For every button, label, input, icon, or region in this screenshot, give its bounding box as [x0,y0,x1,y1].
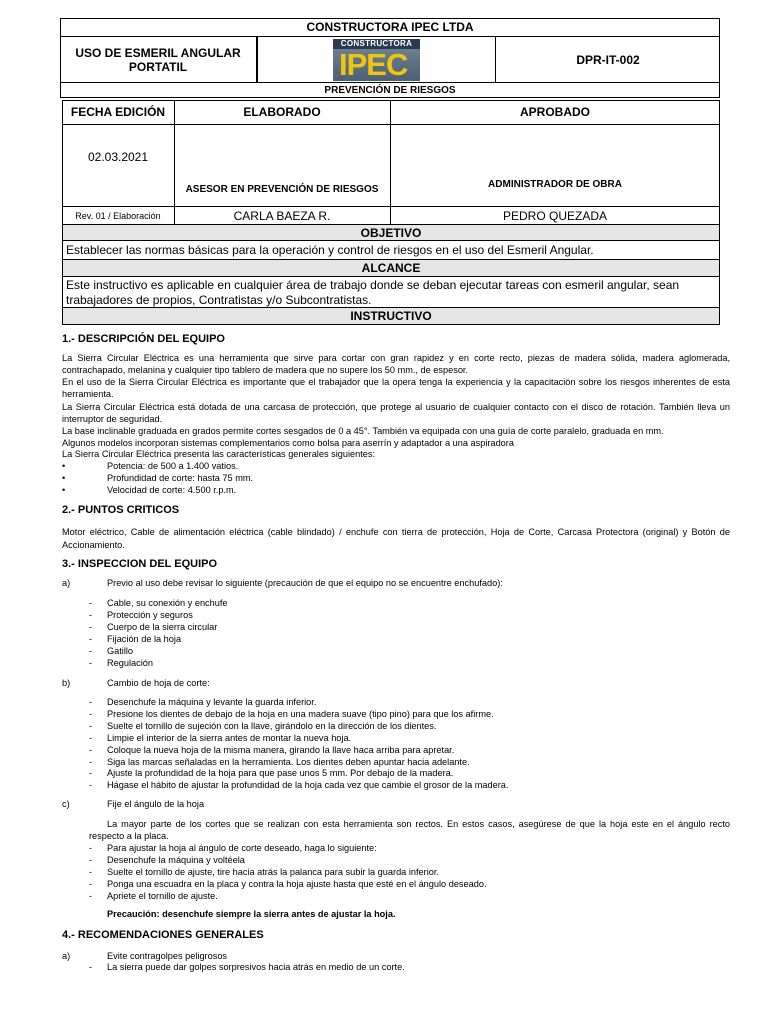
list-item: - Desenchufe la máquina y voltéela [89,854,245,865]
list-item: - La sierra puede dar golpes sorpresivos hacia atrás en medio de un corte. [89,962,405,972]
section-4-title: 4.- RECOMENDACIONES GENERALES [62,929,264,941]
approval-row-line-1 [62,124,720,125]
list-item: - Siga las marcas señaladas en la herramienta. Los dientes deben apuntar hacia adelante. [89,756,470,767]
list-item: - Suelte el tornillo de ajuste, tire hacia atrás la palanca para subir la guarda inferior. [89,866,439,877]
section-3a-label: a) [62,578,71,588]
section-3c-text: Fije el ángulo de la hoja [107,799,205,809]
section-2-text: Motor eléctrico, Cable de alimentación eléctrica (cable blindado) / enchufe con tierra de protección, Hoja de Corte, Carcasa Protectora (original) y Botón de Accionamiento. [62,527,730,550]
scope-title: ALCANCE [62,259,720,277]
section-3b-text: Cambio de hoja de corte: [107,678,210,688]
section-1-p4b: Algunos modelos incorporan sistemas complementarios como bolsa para aserrín y adaptador a una aspiradora [62,438,514,448]
list-item: - Ajuste la profundidad de la hoja para que pase unos 5 mm. Por debajo de la madera. [89,768,454,779]
instructivo-title: INSTRUCTIVO [62,307,720,325]
section-1-p4a: La base inclinable graduada en grados permite cortes sesgados de 0 a 45°. También va equipada con una guía de corte paralelo, graduada en mm. [62,426,664,436]
col-aprobado: APROBADO [519,105,590,119]
approved-role: ADMINISTRADOR DE OBRA [488,178,622,190]
objective-title: OBJETIVO [62,224,720,241]
section-3a-text: Previo al uso debe revisar lo siguiente (precaución de que el equipo no se encuentre enchufado): [107,578,503,588]
list-item: - Cable, su conexión y enchufe [89,598,228,608]
col-elaborado: ELABORADO [243,105,321,119]
section-3c-list [89,843,487,903]
section-3b-label: b) [62,678,71,688]
section-3b-list [89,697,508,792]
list-item: - Ponga una escuadra en la placa y contra la hoja ajuste hasta que esté en el ángulo deseado. [89,878,487,889]
section-1-p2: En el uso de la Sierra Circular Eléctrica es importante que el trabajador que la opera tenga la experiencia y la capacitación sobre los riesgos inherentes de esta herramienta. [62,377,730,399]
section-4a-list [89,962,405,974]
section-1-title: 1.- DESCRIPCIÓN DEL EQUIPO [62,333,225,345]
list-item: - Fijación de la hoja [89,633,182,644]
specs-list [62,461,253,497]
approved-name: PEDRO QUEZADA [502,208,607,223]
list-item: - Limpie el interior de la sierra antes de montar la nueva hoja. [89,732,352,743]
logo-top-text: CONSTRUCTORA [333,39,420,49]
logo-main [333,49,420,81]
doc-code: DPR-IT-002 [576,52,640,67]
list-item: - Desenchufe la máquina y levante la guarda inferior. [89,697,317,707]
section-3-title: 3.- INSPECCION DEL EQUIPO [62,558,218,570]
scope-text: Este instructivo es aplicable en cualquier área de trabajo donde se deban ejecutar tareas con esmeril angular, sean trabajadores de propios, Contratistas y/o Subcontratistas. [62,276,720,308]
list-item: - Hágase el hábito de ajustar la profundidad de la hoja cada vez que cambie el grosor de la madera. [89,780,509,791]
list-item: - Gatillo [89,645,134,656]
department: PREVENCIÓN DE RIESGOS [60,82,720,98]
list-item: - Apriete el tornillo de ajuste. [89,890,218,901]
list-item: • Potencia: de 500 a 1.400 vatios. [62,461,239,471]
logo-main-text: IPEC [339,47,408,81]
section-4a-text: Evite contragolpes peligrosos [107,951,228,961]
elaborated-name: CARLA BAEZA R. [233,208,331,223]
list-item: • Profundidad de corte: hasta 75 mm. [62,472,254,483]
list-item: • Velocidad de corte: 4.500 r.p.m. [62,484,237,495]
warning-note: Precaución: desenchufe siempre la sierra antes de ajustar la hoja. [107,909,396,919]
edition-date: 02.03.2021 [87,150,149,164]
doc-title: USO DE ESMERIL ANGULAR PORTATIL [60,37,257,82]
section-1-p1: La Sierra Circular Eléctrica es una herramienta que sirve para cortar con gran rapidez y en corte recto, piezas de madera sólida, madera aglomerada, contrachapado, melanina y cualquier tipo tablero de madera que no supere los 50 mm., de espesor. [62,353,730,375]
section-1-p5: La Sierra Circular Eléctrica presenta las características generales siguientes: [62,449,376,459]
company-name: CONSTRUCTORA IPEC LTDA [60,18,720,37]
section-2-title: 2.- PUNTOS CRITICOS [62,504,180,516]
section-3a-list [89,598,228,669]
list-item: - Cuerpo de la sierra circular [89,621,218,632]
list-item: - Suelte el tornillo de sujeción con la llave, girándolo en la dirección de los dientes. [89,720,437,731]
section-3c-label: c) [62,799,70,809]
col-fecha-edicion: FECHA EDICIÓN [70,105,166,119]
company-logo [333,39,420,81]
objective-text: Establecer las normas básicas para la operación y control de riesgos en el uso del Esmeril Angular. [62,240,720,260]
list-item: - Para ajustar la hoja al ángulo de corte deseado, haga lo siguiente: [89,843,377,853]
list-item: - Regulación [89,657,153,668]
list-item: - Coloque la nueva hoja de la misma manera, girando la llave haca arriba para apretar. [89,744,455,755]
list-item: - Protección y seguros [89,609,193,620]
section-4a-label: a) [62,951,71,961]
section-3c-p1: La mayor parte de los cortes que se realizan con esta herramienta son rectos. En estos casos, asegúrese de que la hoja este en el ángulo recto respecto a la placa. [89,819,730,841]
revision: Rev. 01 / Elaboración [75,210,161,221]
list-item: - Presione los dientes de debajo de la hoja en una madera suave (tipo pino) para que los afirme. [89,708,494,719]
section-1-p3: La Sierra Circular Eléctrica está dotada de una carcasa de protección, que protege al usuario de cualquier contacto con el disco de rotación. También lleva un interruptor de seguridad. [62,402,730,424]
elaborated-role: ASESOR EN PREVENCIÓN DE RIESGOS [185,184,379,195]
